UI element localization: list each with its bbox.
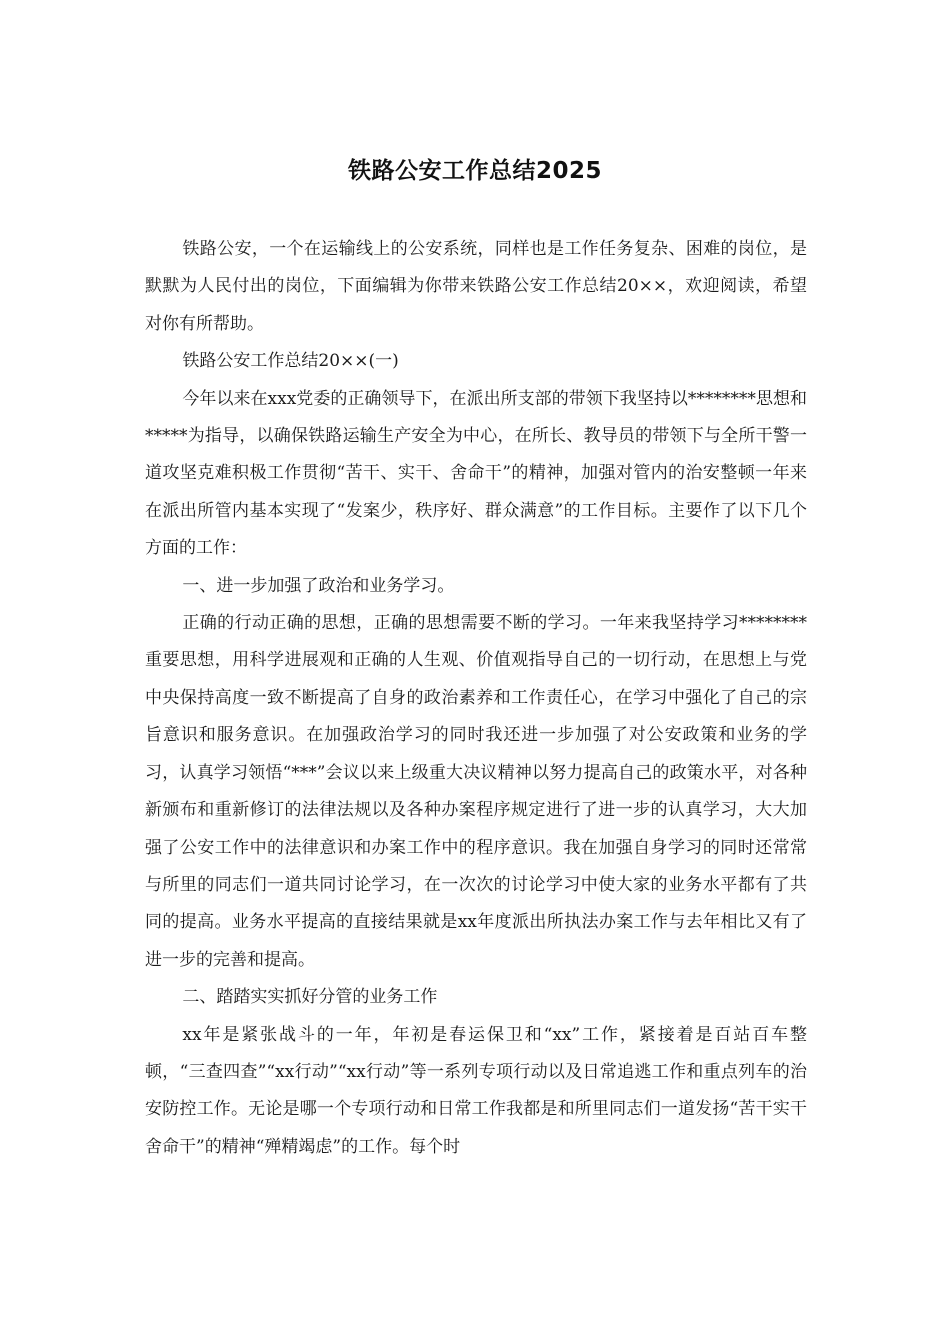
section-heading: 铁路公安工作总结20××(一) <box>182 351 399 372</box>
document-title: 铁路公安工作总结2025 <box>347 158 602 184</box>
section-heading: 二、踏踏实实抓好分管的业务工作 <box>182 987 438 1008</box>
body-paragraph: 今年以来在xxx党委的正确领导下，在派出所支部的带领下我坚持以********思想和*****为指导，以确保铁路运输生产安全为中心，在所长、教导员的带领下与全所干警一道攻坚克难积极工作贯彻“苦干、实干、舍命干”的精神，加强对管内的治安整顿一年来在派出所管内基本实现了“发案少，秩序好、群众满意”的工作目标。主要作了以下几个方面的工作： <box>145 388 807 559</box>
body-paragraph: 正确的行动正确的思想，正确的思想需要不断的学习。一年来我坚持学习********重要思想，用科学进展观和正确的人生观、价值观指导自己的一切行动，在思想上与党中央保持高度一致不断提高了自身的政治素养和工作责任心，在学习中强化了自己的宗旨意识和服务意识。在加强政治学习的同时我还进一步加强了对公安政策和业务的学习，认真学习领悟“***”会议以来上级重大决议精神以努力提高自己的政策水平，对各种新颁布和重新修订的法律法规以及各种办案程序规定进行了进一步的认真学习，大大加强了公安工作中的法律意识和办案工作中的程序意识。我在加强自身学习的同时还常常与所里的同志们一道共同讨论学习，在一次次的讨论学习中使大家的业务水平都有了共同的提高。业务水平提高的直接结果就是xx年度派出所执法办案工作与去年相比又有了进一步的完善和提高。 <box>145 613 807 970</box>
body-paragraph: xx年是紧张战斗的一年，年初是春运保卫和“xx”工作，紧接着是百站百车整顿，“三查四查”“xx行动”“xx行动”等一系列专项行动以及日常追逃工作和重点列车的治安防控工作。无论是哪一个专项行动和日常工作我都是和所里同志们一道发扬“苦干实干舍命干”的精神“殚精竭虑”的工作。每个时 <box>145 1024 807 1157</box>
document-body <box>145 231 807 1166</box>
intro-paragraph: 铁路公安，一个在运输线上的公安系统，同样也是工作任务复杂、困难的岗位，是默默为人民付出的岗位，下面编辑为你带来铁路公安工作总结20××，欢迎阅读，希望对你有所帮助。 <box>145 239 807 334</box>
section-heading: 一、进一步加强了政治和业务学习。 <box>182 575 455 596</box>
